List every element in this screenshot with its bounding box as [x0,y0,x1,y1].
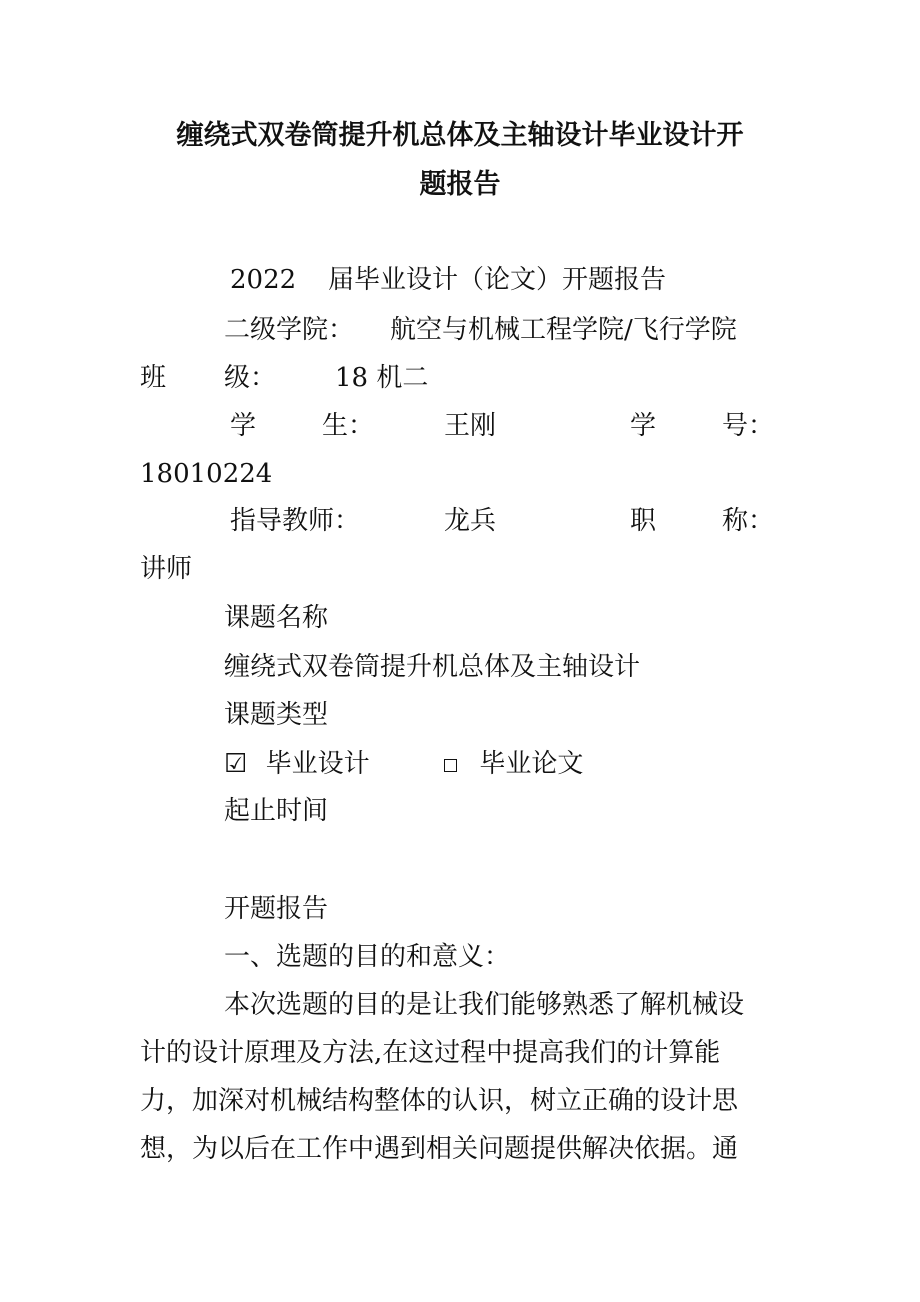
paragraph-line-3: 力，加深对机械结构整体的认识，树立正确的设计思 [140,1086,739,1116]
topic-type-options [224,748,583,780]
topic-name-label: 课题名称 [224,603,329,633]
advisor-label: 指导教师： [230,506,361,536]
rank-label-part-1: 职 [630,506,657,536]
report-year: 2022 [230,265,297,295]
paragraph-line-4: 想，为以后在工作中遇到相关问题提供解决依据。通 [140,1134,739,1164]
advisor-value: 龙兵 [444,506,497,536]
option-design-label: 毕业设计 [265,749,370,779]
college-value: 航空与机械工程学院/飞行学院 [390,315,737,345]
document-title-line-1: 缠绕式双卷筒提升机总体及主轴设计毕业设计开 [176,120,744,151]
section-1-heading: 一、选题的目的和意义： [224,942,511,972]
topic-type-label: 课题类型 [224,700,329,730]
student-number-label-part-1: 学 [630,411,657,441]
report-heading: 开题报告 [224,894,329,924]
class-value: 18 机二 [335,363,429,393]
checked-checkbox-icon[interactable]: ☑ [224,749,248,779]
option-thesis-label: 毕业论文 [479,749,584,779]
paragraph-line-2: 计的设计原理及方法,在这过程中提高我们的计算能 [140,1038,721,1068]
report-header-text: 届毕业设计（论文）开题报告 [328,265,667,295]
student-number-value: 18010224 [140,459,273,489]
class-label-part-1: 班 [140,363,167,393]
student-number-label-part-2: 号： [722,411,775,441]
student-label-part-1: 学 [230,411,257,441]
topic-name-value: 缠绕式双卷筒提升机总体及主轴设计 [224,652,641,682]
period-label: 起止时间 [224,796,329,826]
document-title-line-2: 题报告 [419,169,501,200]
class-label-part-2: 级： [224,363,277,393]
college-label: 二级学院： [224,315,355,345]
unchecked-checkbox-icon[interactable] [444,759,457,772]
rank-value: 讲师 [140,554,193,584]
paragraph-line-1: 本次选题的目的是让我们能够熟悉了解机械设 [224,990,745,1020]
student-label-part-2: 生： [322,411,375,441]
rank-label-part-2: 称： [722,506,775,536]
student-name-value: 王刚 [444,411,497,441]
